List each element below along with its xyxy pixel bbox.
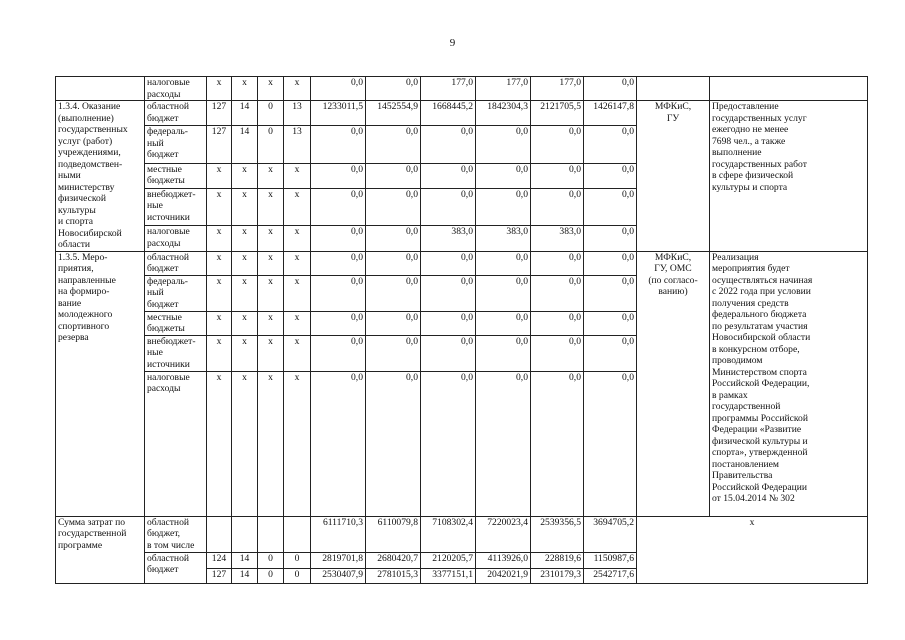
code-cell: х (258, 226, 284, 251)
code-cell: х (207, 371, 232, 516)
executor-cell (637, 77, 710, 101)
total-name-cell-line: программе (58, 539, 103, 551)
result-cell-line: в сфере физической (712, 170, 794, 181)
value-cell: 0,0 (421, 126, 476, 164)
value-cell: 0,0 (311, 275, 366, 311)
value-cell: 1150987,6 (584, 552, 637, 568)
value-cell: 6111710,3 (311, 516, 366, 552)
value-cell: 0,0 (311, 371, 366, 516)
code-cell: х (232, 188, 258, 226)
activity-name-cell-line: 1.3.4. Оказание (58, 101, 121, 112)
code-cell: х (232, 77, 258, 101)
result-cell-line: физической культуры и (712, 435, 808, 447)
source-cell (145, 311, 207, 335)
source-cell-line: местные (147, 163, 182, 175)
table-row (56, 77, 868, 101)
value-cell: 0,0 (311, 251, 366, 275)
value-cell: 0,0 (476, 188, 531, 226)
source-cell-line: бюджет (147, 564, 179, 575)
value-cell: 0,0 (421, 275, 476, 311)
result-cell-line: федерального бюджета (712, 309, 807, 320)
source-cell-line: областной (147, 516, 190, 528)
value-cell: 0,0 (584, 335, 637, 371)
code-cell: 0 (258, 101, 284, 126)
value-cell: 0,0 (366, 163, 421, 188)
executor-cell-line: МФКиС, (654, 251, 692, 263)
code-cell: х (284, 251, 311, 275)
value-cell: 1842304,3 (476, 101, 531, 126)
code-cell: х (232, 275, 258, 311)
value-cell: 0,0 (531, 371, 584, 516)
value-cell: 0,0 (531, 335, 584, 371)
result-cell-line: проводимом (712, 355, 763, 366)
code-cell: х (232, 163, 258, 188)
value-cell: 0,0 (421, 311, 476, 335)
value-cell: 0,0 (311, 335, 366, 371)
value-cell: 0,0 (366, 126, 421, 164)
source-cell (145, 77, 207, 101)
code-cell: х (284, 335, 311, 371)
result-cell-line: Правительства (712, 470, 773, 481)
value-cell: 7220023,4 (476, 516, 531, 552)
value-cell: 0,0 (421, 335, 476, 371)
code-cell: 13 (284, 126, 311, 164)
code-cell: х (258, 311, 284, 335)
value-cell: 0,0 (531, 163, 584, 188)
value-cell: 383,0 (476, 226, 531, 251)
value-cell: 0,0 (476, 275, 531, 311)
source-cell-line: бюджет, (147, 528, 181, 539)
code-cell: 14 (232, 552, 258, 568)
source-cell-line: бюджет (147, 149, 179, 161)
value-cell: 177,0 (476, 77, 531, 101)
result-cell (710, 251, 868, 516)
value-cell: 0,0 (531, 188, 584, 226)
source-cell-line: внебюджет- (147, 335, 196, 347)
source-cell-line: налоговые (147, 226, 190, 238)
table-row (56, 516, 868, 552)
result-cell-line: Федерации «Развитие (712, 424, 802, 435)
value-cell: 0,0 (531, 275, 584, 311)
value-cell: 0,0 (584, 251, 637, 275)
code-cell: 127 (207, 126, 232, 164)
value-cell: 0,0 (366, 188, 421, 226)
value-cell: 0,0 (366, 275, 421, 311)
value-cell: 0,0 (476, 126, 531, 164)
activity-name-cell-line: подведомствен- (58, 158, 123, 170)
source-cell-line: расходы (147, 237, 181, 249)
code-cell: 0 (258, 568, 284, 583)
code-cell: х (232, 251, 258, 275)
value-cell: 0,0 (584, 126, 637, 164)
result-cell-line: от 15.04.2014 № 302 (712, 493, 795, 504)
activity-name-cell-line: (выполнение) (58, 112, 114, 124)
source-cell-line: бюджеты (147, 175, 185, 187)
value-cell: 0,0 (476, 371, 531, 516)
code-cell: х (284, 275, 311, 311)
source-cell (145, 371, 207, 516)
code-cell: х (232, 335, 258, 371)
value-cell: 2781015,3 (366, 568, 421, 583)
activity-name-cell-line: Новосибирской (58, 227, 122, 239)
source-cell-line: ный (147, 137, 164, 149)
activity-name-cell-line: спортивного (58, 320, 110, 332)
activity-name-cell-line: государственных (58, 124, 128, 135)
source-cell-line: внебюджет- (147, 188, 196, 200)
value-cell: 0,0 (476, 251, 531, 275)
value-cell: 0,0 (476, 163, 531, 188)
code-cell: х (258, 77, 284, 101)
source-cell (145, 552, 207, 583)
code-cell: 127 (207, 101, 232, 126)
result-cell-line: государственных работ (712, 158, 807, 170)
executor-cell-line: ванию) (658, 286, 688, 297)
value-cell: 0,0 (311, 163, 366, 188)
result-cell-line: Новосибирской области (712, 332, 811, 343)
result-cell-line: программы Российской (712, 412, 808, 424)
value-cell: 6110079,8 (366, 516, 421, 552)
result-cell-line: Министерством спорта (712, 366, 807, 378)
value-cell: 7108302,4 (421, 516, 476, 552)
executor-cell-line: (по согласо- (648, 274, 698, 286)
result-cell-line: 7698 чел., а также (712, 135, 786, 147)
value-cell: 0,0 (421, 371, 476, 516)
value-cell: 177,0 (531, 77, 584, 101)
code-cell: 0 (258, 126, 284, 164)
total-name-cell (56, 516, 145, 583)
source-cell (145, 126, 207, 164)
executor-cell-line: МФКиС, (654, 101, 692, 112)
activity-name-cell (56, 101, 145, 252)
code-cell: х (258, 371, 284, 516)
value-cell: 2310179,3 (531, 568, 584, 583)
code-cell: 0 (258, 552, 284, 568)
result-cell (710, 77, 868, 101)
code-cell (232, 516, 258, 552)
result-cell-line: осуществляться начиная (712, 274, 813, 286)
source-cell (145, 335, 207, 371)
source-cell (145, 188, 207, 226)
result-cell-line: ежегодно не менее (712, 124, 789, 135)
source-cell (145, 516, 207, 552)
value-cell: 1233011,5 (311, 101, 366, 126)
value-cell: 0,0 (584, 188, 637, 226)
value-cell: 3377151,1 (421, 568, 476, 583)
value-cell: 383,0 (531, 226, 584, 251)
code-cell: 14 (232, 101, 258, 126)
code-cell: х (207, 188, 232, 226)
value-cell: 1668445,2 (421, 101, 476, 126)
code-cell: х (284, 163, 311, 188)
value-cell: 0,0 (584, 226, 637, 251)
source-cell-line: налоговые (147, 371, 190, 383)
total-result-cell: х (637, 516, 868, 583)
table-body (56, 77, 868, 584)
value-cell: 0,0 (366, 311, 421, 335)
code-cell: х (232, 311, 258, 335)
source-cell-line: налоговые (147, 77, 190, 88)
source-cell-line: бюджет (147, 263, 179, 274)
source-cell-line: ные (147, 200, 163, 212)
source-cell-line: ные (147, 347, 163, 358)
code-cell: х (207, 163, 232, 188)
code-cell: х (258, 335, 284, 371)
result-cell-line: культуры и спорта (712, 181, 788, 193)
value-cell: 1426147,8 (584, 101, 637, 126)
code-cell: х (207, 335, 232, 371)
code-cell: х (258, 275, 284, 311)
value-cell: 1452554,9 (366, 101, 421, 126)
value-cell: 0,0 (366, 77, 421, 101)
value-cell: 0,0 (531, 126, 584, 164)
activity-name-cell-line: министерству (58, 181, 115, 193)
activity-name-cell-line: ными (58, 170, 81, 181)
code-cell: 14 (232, 568, 258, 583)
code-cell: х (284, 77, 311, 101)
result-cell-line: выполнение (712, 147, 762, 158)
activity-name-cell-line: резерва (58, 332, 89, 343)
activity-name-cell-line: культуры (58, 204, 96, 216)
value-cell: 0,0 (584, 371, 637, 516)
value-cell: 0,0 (421, 188, 476, 226)
code-cell: х (258, 163, 284, 188)
source-cell-line: в том числе (147, 539, 195, 551)
source-cell-line: областной (147, 251, 190, 263)
value-cell: 383,0 (421, 226, 476, 251)
code-cell: х (284, 371, 311, 516)
value-cell: 2542717,6 (584, 568, 637, 583)
executor-cell-line: ГУ (666, 112, 680, 124)
value-cell: 0,0 (366, 335, 421, 371)
result-cell-line: в конкурсном отборе, (712, 343, 800, 355)
value-cell: 0,0 (311, 126, 366, 164)
source-cell (145, 163, 207, 188)
activity-name-cell-line: и спорта (58, 216, 93, 227)
result-cell (710, 101, 868, 252)
code-cell: х (258, 188, 284, 226)
code-cell (284, 516, 311, 552)
result-cell-line: Предоставление (712, 101, 779, 112)
value-cell: 0,0 (311, 226, 366, 251)
value-cell: 0,0 (366, 371, 421, 516)
table-row (56, 251, 868, 275)
value-cell: 0,0 (421, 251, 476, 275)
result-cell-line: спорта», утвержденной (712, 447, 808, 458)
code-cell: х (232, 371, 258, 516)
table-row (56, 101, 868, 126)
value-cell: 2120205,7 (421, 552, 476, 568)
code-cell: 124 (207, 552, 232, 568)
source-cell-line: источники (147, 211, 190, 223)
source-cell-line: федераль- (147, 275, 188, 287)
value-cell: 0,0 (531, 311, 584, 335)
source-cell-line: областной (147, 101, 190, 112)
source-cell-line: местные (147, 311, 182, 323)
code-cell: х (207, 311, 232, 335)
value-cell: 2121705,5 (531, 101, 584, 126)
source-cell-line: ный (147, 287, 164, 298)
code-cell: 0 (284, 552, 311, 568)
source-cell-line: бюджеты (147, 323, 185, 334)
code-cell: 14 (232, 126, 258, 164)
value-cell: 0,0 (476, 311, 531, 335)
source-cell (145, 226, 207, 251)
code-cell: х (207, 251, 232, 275)
code-cell: х (284, 188, 311, 226)
value-cell: 0,0 (421, 163, 476, 188)
total-name-cell-line: государственной (58, 528, 127, 539)
source-cell (145, 101, 207, 126)
activity-name-cell (56, 251, 145, 516)
source-cell-line: расходы (147, 88, 181, 100)
code-cell: х (232, 226, 258, 251)
activity-name-cell-line: на формиро- (58, 286, 110, 297)
value-cell: 228819,6 (531, 552, 584, 568)
code-cell: х (207, 275, 232, 311)
value-cell: 2680420,7 (366, 552, 421, 568)
code-cell: х (284, 311, 311, 335)
executor-cell-line: ГУ, ОМС (654, 263, 692, 274)
executor-cell (637, 101, 710, 252)
result-cell-line: с 2022 года при условии (712, 286, 811, 297)
activity-name-cell-line: молодежного (58, 309, 113, 320)
value-cell: 0,0 (531, 251, 584, 275)
name-cell (56, 77, 145, 101)
activity-name-cell-line: области (58, 239, 91, 250)
total-name-cell-line: Сумма затрат по (58, 516, 126, 528)
value-cell: 0,0 (311, 188, 366, 226)
result-cell-line: мероприятия будет (712, 263, 790, 274)
source-cell-line: бюджет (147, 298, 179, 310)
activity-name-cell-line: 1.3.5. Меро- (58, 251, 108, 263)
source-cell (145, 251, 207, 275)
value-cell: 0,0 (584, 163, 637, 188)
activity-name-cell-line: учреждениями, (58, 147, 121, 158)
code-cell (207, 516, 232, 552)
code-cell (258, 516, 284, 552)
budget-table (55, 76, 868, 584)
code-cell: 13 (284, 101, 311, 126)
value-cell: 177,0 (421, 77, 476, 101)
result-cell-line: получения средств (712, 297, 789, 309)
result-cell-line: Реализация (712, 251, 759, 263)
source-cell (145, 275, 207, 311)
value-cell: 0,0 (584, 311, 637, 335)
value-cell: 0,0 (476, 335, 531, 371)
result-cell-line: в рамках (712, 389, 748, 401)
value-cell: 2042021,9 (476, 568, 531, 583)
value-cell: 0,0 (366, 251, 421, 275)
code-cell: х (284, 226, 311, 251)
code-cell: 127 (207, 568, 232, 583)
activity-name-cell-line: приятия, (58, 263, 94, 274)
source-cell-line: областной (147, 552, 190, 564)
source-cell-line: бюджет (147, 112, 179, 124)
value-cell: 0,0 (311, 311, 366, 335)
value-cell: 2530407,9 (311, 568, 366, 583)
activity-name-cell-line: направленные (58, 274, 116, 286)
value-cell: 2819701,8 (311, 552, 366, 568)
result-cell-line: Российской Федерации, (712, 378, 810, 389)
activity-name-cell-line: услуг (работ) (58, 135, 113, 147)
value-cell: 0,0 (584, 77, 637, 101)
value-cell: 0,0 (366, 226, 421, 251)
source-cell-line: источники (147, 358, 190, 370)
result-cell-line: постановлением (712, 458, 779, 470)
value-cell: 3694705,2 (584, 516, 637, 552)
result-cell-line: по результатам участия (712, 320, 808, 332)
page-number: 9 (449, 37, 456, 49)
code-cell: 0 (284, 568, 311, 583)
executor-cell (637, 251, 710, 516)
result-cell-line: государственной (712, 401, 781, 412)
code-cell: х (207, 226, 232, 251)
activity-name-cell-line: вание (58, 297, 82, 309)
value-cell: 0,0 (584, 275, 637, 311)
source-cell-line: расходы (147, 383, 181, 394)
value-cell: 2539356,5 (531, 516, 584, 552)
code-cell: х (207, 77, 232, 101)
activity-name-cell-line: физической (58, 193, 106, 204)
result-cell-line: государственных услуг (712, 112, 807, 124)
value-cell: 0,0 (311, 77, 366, 101)
value-cell: 4113926,0 (476, 552, 531, 568)
result-cell-line: Российской Федерации (712, 481, 807, 493)
code-cell: х (258, 251, 284, 275)
source-cell-line: федераль- (147, 126, 188, 138)
